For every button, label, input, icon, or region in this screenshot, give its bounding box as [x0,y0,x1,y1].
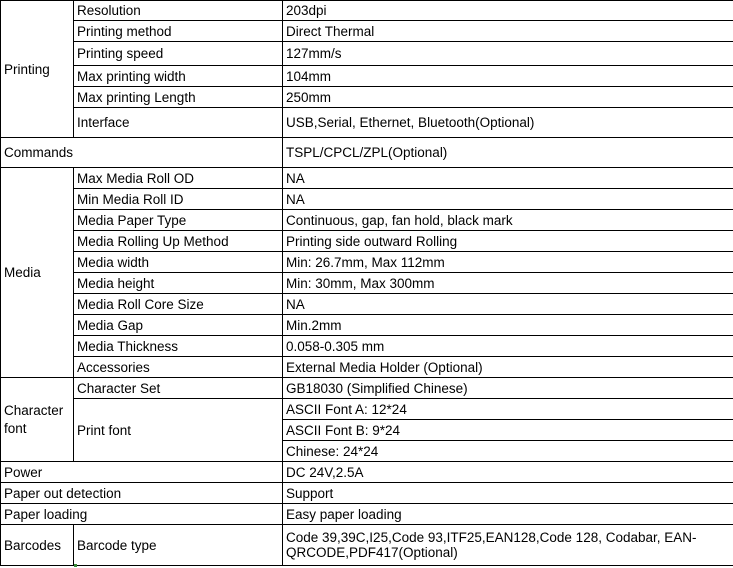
spec-value: TSPL/CPCL/ZPL(Optional) [283,138,733,168]
spec-value: Min: 26.7mm, Max 112mm [283,252,733,273]
spec-name: Media width [74,252,283,273]
table-row [1,273,733,294]
table-row [1,66,733,87]
spec-name: Max printing width [74,66,283,87]
section-label-paper-loading: Paper loading [1,504,283,525]
spec-value: Direct Thermal [283,21,733,42]
spec-name: Media height [74,273,283,294]
spec-value: GB18030 (Simplified Chinese) [283,378,733,399]
spec-name: Printing method [74,21,283,42]
spec-value: External Media Holder (Optional) [283,357,733,378]
section-label-character-font: Character font [1,378,74,462]
section-label-commands: Commands [1,138,283,168]
spec-value: Min: 30mm, Max 300mm [283,273,733,294]
spec-name: Media Rolling Up Method [74,231,283,252]
table-row [1,504,733,525]
spec-value: ASCII Font B: 9*24 [283,420,733,441]
spec-name: Min Media Roll ID [74,189,283,210]
table-row [1,294,733,315]
spec-value: Easy paper loading [283,504,733,525]
spec-name: Media Roll Core Size [74,294,283,315]
table-row [1,336,733,357]
spec-value-barcodes [283,525,733,566]
spec-value: USB,Serial, Ethernet, Bluetooth(Optional) [283,108,733,138]
table-row [1,378,733,399]
spec-value: Support [283,483,733,504]
spec-name: Media Gap [74,315,283,336]
spec-value: ASCII Font A: 12*24 [283,399,733,420]
spec-value: NA [283,294,733,315]
section-label-printing: Printing [1,1,74,138]
table-row [1,138,733,168]
spec-name: Character Set [74,378,283,399]
section-label-media: Media [1,168,74,378]
table-row [1,21,733,42]
section-label-barcodes: Barcodes [1,525,74,566]
spec-value: Continuous, gap, fan hold, black mark [283,210,733,231]
table-row [1,189,733,210]
table-row [1,525,733,566]
table-row [1,42,733,66]
spec-value: 250mm [283,87,733,108]
spec-value: NA [283,189,733,210]
spec-name: Accessories [74,357,283,378]
table-row [1,210,733,231]
spec-value: 0.058-0.305 mm [283,336,733,357]
spec-name: Printing speed [74,42,283,66]
spec-value: 127mm/s [283,42,733,66]
spec-value: DC 24V,2.5A [283,462,733,483]
barcode-line-2: QRCODE,PDF417(Optional) [286,545,458,560]
table-row [1,483,733,504]
table-row [1,108,733,138]
spec-name: Media Paper Type [74,210,283,231]
spec-name: Print font [74,399,283,462]
spec-value: NA [283,168,733,189]
spec-name: Media Thickness [74,336,283,357]
table-row [1,357,733,378]
barcode-line-1: Code 39,39C,I25,Code 93,ITF25,EAN128,Code 128, Codabar, EAN- [286,530,697,545]
table-row [1,462,733,483]
spec-value: Chinese: 24*24 [283,441,733,462]
table-row [1,315,733,336]
table-row [1,252,733,273]
spec-value: Min.2mm [283,315,733,336]
spec-name: Barcode type [74,525,283,566]
section-label-paper-out: Paper out detection [1,483,283,504]
spec-value: 203dpi [283,1,733,21]
table-row [1,168,733,189]
spec-name: Resolution [74,1,283,21]
spec-value: Printing side outward Rolling [283,231,733,252]
spec-name: Max printing Length [74,87,283,108]
section-label-power: Power [1,462,283,483]
spec-name: Interface [74,108,283,138]
table-row [1,87,733,108]
table-row [1,231,733,252]
spec-name: Max Media Roll OD [74,168,283,189]
cell-handle-mark [74,564,77,567]
table-row [1,399,733,420]
spec-value: 104mm [283,66,733,87]
table-row [1,1,733,21]
